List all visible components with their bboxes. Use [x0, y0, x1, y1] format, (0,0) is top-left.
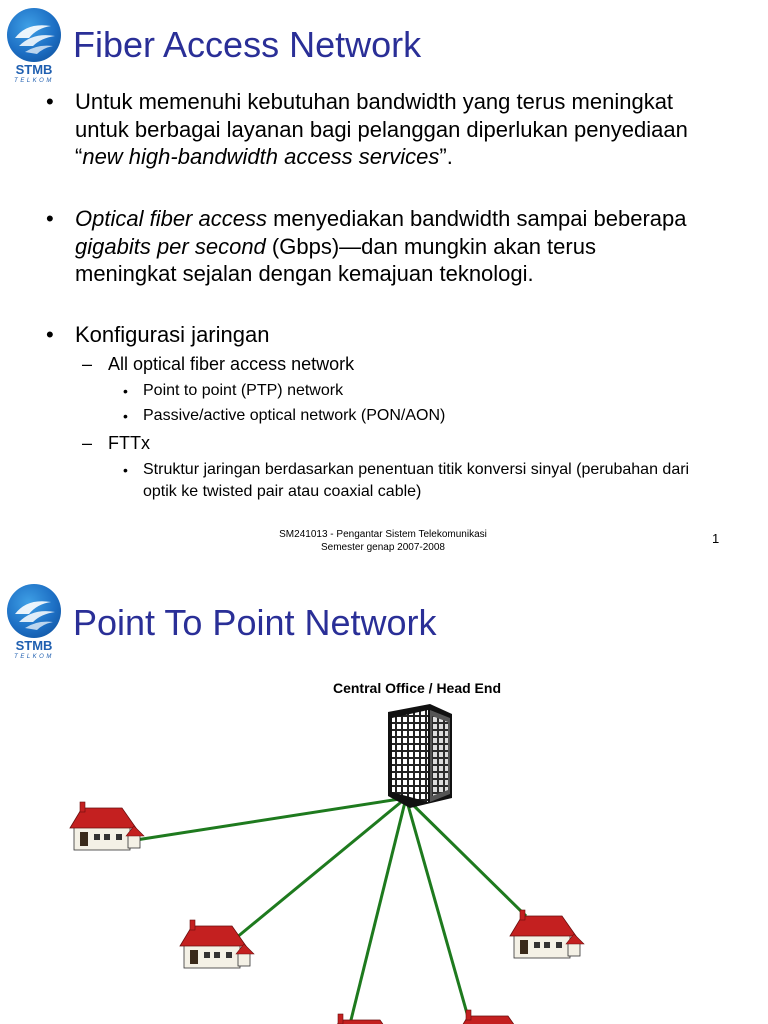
ptp-network-diagram [0, 576, 768, 1024]
bullet-dot-icon: • [123, 383, 128, 399]
bullet-dot-icon: • [46, 89, 54, 114]
slide-1: STMB TELKOM Fiber Access Network • Untuk memenuhi kebutuhan bandwidth yang terus meningkat untuk berbagai layanan bagi pelanggan diperlukan penyediaan “new high-bandwidth access services”. • Optical fiber access menyediakan bandwidth sampai beberapa gigabits per second (Gbps)—dan mungkin akan terus meningkat sejalan dengan kemajuan teknologi. • Konfigurasi jaringan – All optical fiber access network • Point to point (PTP) network • Passive/active optical network (PON/AON) – FTTx • Struktur jaringan berdasarkan penentuan titik konversi sinyal (perubahan dari optik ke twisted pair atau coaxial cable) SM241013 - Pengantar Sistem Telekomunikasi Semester genap 2007-2008 1 [0, 0, 768, 560]
house-icon [456, 1010, 530, 1024]
logo-text: STMB [15, 638, 53, 653]
bullet-dot-icon: • [46, 322, 54, 347]
slide-title: Point To Point Network [73, 602, 437, 643]
page-number: 1 [712, 531, 720, 546]
house-icon [180, 920, 254, 968]
stmb-logo [5, 8, 61, 88]
bullet-text: Untuk memenuhi kebutuhan bandwidth yang terus meningkat untuk berbagai layanan bagi pelanggan diperlukan penyediaan “new high-bandwidth access services”. [75, 89, 688, 169]
logo-text: STMB [15, 62, 53, 77]
house-icon [328, 1014, 402, 1024]
fiber-line [350, 798, 406, 1024]
bullet-dot-icon: • [46, 206, 54, 231]
house-icon [70, 802, 144, 850]
dash-icon: – [82, 433, 93, 453]
fiber-line [136, 798, 406, 840]
logo-subtext: TELKOM [14, 654, 54, 660]
logo-subtext: TELKOM [14, 78, 54, 84]
bullet-text: Optical fiber access menyediakan bandwidth sampai beberapa gigabits per second (Gbps)—dan mungkin akan terus meningkat sejalan dengan kemajuan teknologi. [75, 206, 687, 286]
slide-2 [0, 576, 768, 1024]
bullet-dot-icon: • [123, 408, 128, 424]
fiber-links [136, 798, 526, 1024]
logo-emblem-icon [7, 8, 61, 62]
central-office-label: Central Office / Head End [332, 680, 502, 696]
fiber-line [406, 798, 470, 1024]
slide-title: Fiber Access Network [73, 24, 422, 65]
bullet-dot-icon: • [123, 462, 128, 478]
house-icon [510, 910, 584, 958]
central-office-building-icon [388, 704, 452, 808]
bullet-text: Konfigurasi jaringan [75, 322, 270, 347]
dash-icon: – [82, 354, 93, 374]
slide-footer: SM241013 - Pengantar Sistem Telekomunikasi Semester genap 2007-2008 [279, 529, 487, 553]
